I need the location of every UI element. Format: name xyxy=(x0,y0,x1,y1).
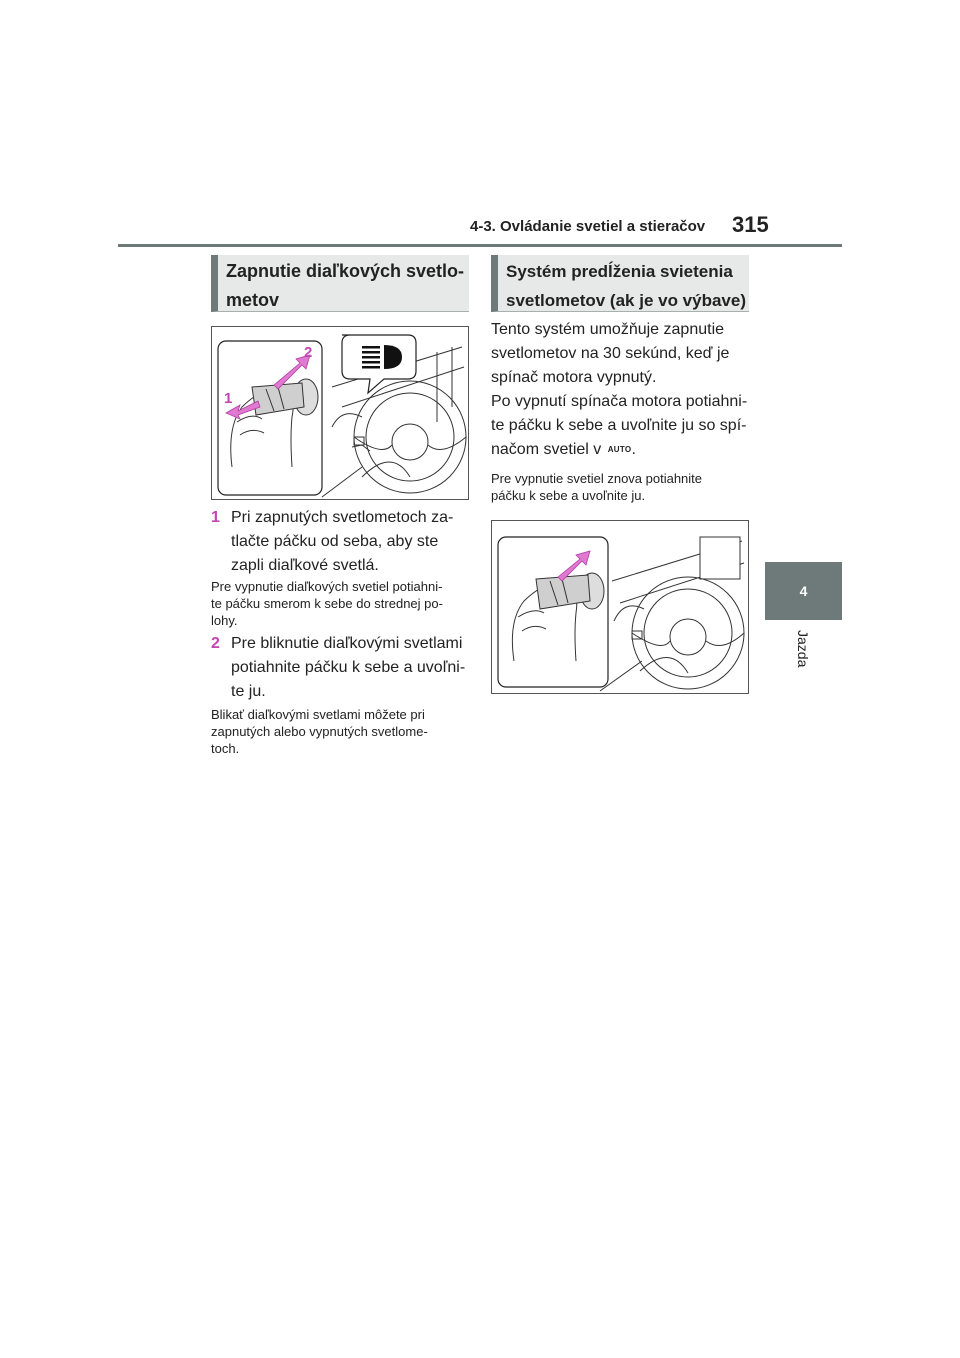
indicator-callout xyxy=(342,335,416,393)
step-2-text: Pre bliknutie diaľkovými svetlami potiahnite páčku k sebe a uvoľni- te ju. xyxy=(231,635,466,700)
page-number: 315 xyxy=(732,212,769,237)
chapter-label: Jazda xyxy=(795,630,811,668)
header-rule xyxy=(118,244,842,247)
heading-high-beam: Zapnutie diaľkových svetlo- metov xyxy=(211,255,469,312)
step-1 xyxy=(211,506,471,578)
lever-illustration-2 xyxy=(492,521,748,693)
para-instruction-end: . xyxy=(631,441,636,458)
heading-headlight-extension: Systém predĺženia svietenia svetlometov (ak je vo výbave) xyxy=(491,255,749,312)
note-flash: Blikať diaľkovými svetlami môžete pri zapnutých alebo vypnutých svetlome- toch. xyxy=(211,707,428,756)
callout-1: 1 xyxy=(224,390,233,407)
para-instruction-text: Po vypnutí spínača motora potiahni- te páčku k sebe a uvoľnite ju so spí- načom svetiel v xyxy=(491,393,748,458)
step-1-number: 1 xyxy=(211,509,220,526)
lever-illustration xyxy=(212,327,468,499)
para-system-description: Tento systém umožňuje zapnutie svetlometov na 30 sekúnd, keď je spínač motora vypnutý. xyxy=(491,321,730,386)
chapter-number: 4 xyxy=(799,583,808,599)
lever-inset-2 xyxy=(498,537,608,687)
note-lights-off: Pre vypnutie svetiel znova potiahnite páčku k sebe a uvoľnite ju. xyxy=(491,471,703,503)
figure-high-beam-lever xyxy=(211,326,469,500)
para-instruction xyxy=(491,390,753,462)
step-1-text: Pri zapnutých svetlometoch za- tlačte páčku od seba, aby ste zapli diaľkové svetlá. xyxy=(231,509,454,574)
auto-icon: AUTO xyxy=(607,445,632,454)
step-2 xyxy=(211,632,471,704)
chapter-tab[interactable] xyxy=(765,562,842,620)
step-2-number: 2 xyxy=(211,635,220,652)
header-section-title: 4-3. Ovládanie svetiel a stieračov xyxy=(470,218,706,235)
note-high-beam-off: Pre vypnutie diaľkových svetiel potiahni- te páčku smerom k sebe do strednej po- lohy. xyxy=(211,579,443,628)
callout-2: 2 xyxy=(304,344,313,361)
figure-extension-lever xyxy=(491,520,749,694)
